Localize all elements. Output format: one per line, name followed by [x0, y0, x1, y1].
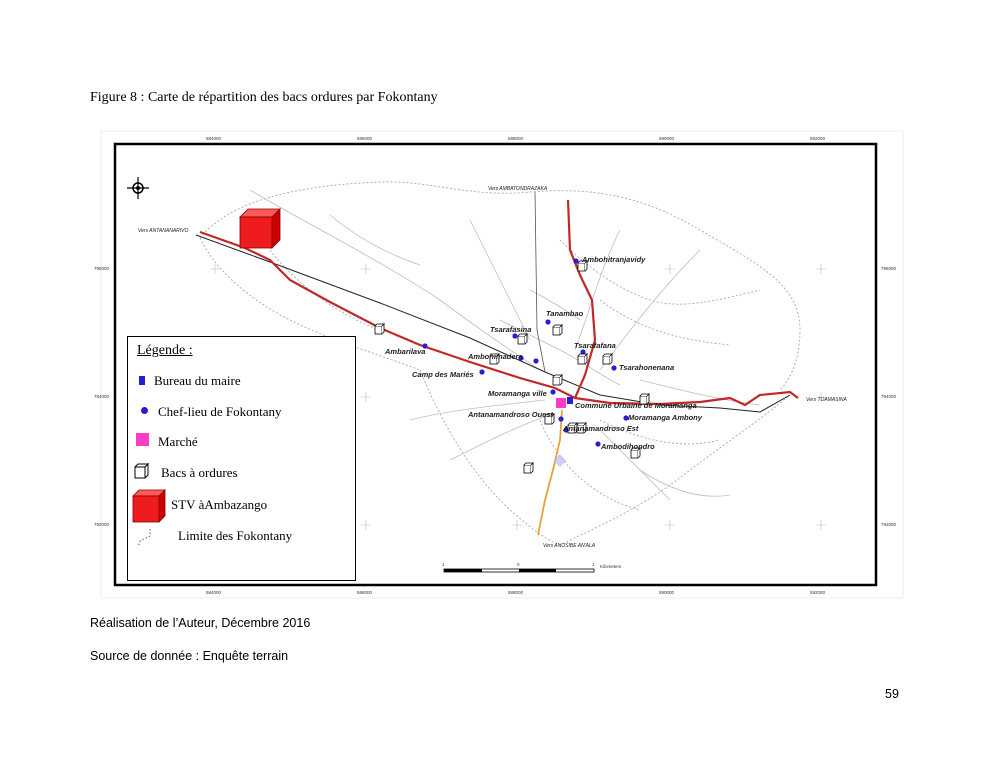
svg-text:Kilometers: Kilometers: [600, 564, 622, 569]
map-legend: [127, 336, 356, 581]
grid-y-label: 792000: [881, 522, 897, 527]
white-cube-icon: [134, 463, 150, 479]
legend-item-bureau: Bureau du maire: [154, 373, 241, 388]
legend-item-stv: STV àAmbazango: [171, 497, 268, 512]
figure-caption: Figure 8 : Carte de répartition des bacs ordures par Fokontany: [90, 90, 438, 105]
place-label: Moramanga Ambony: [628, 413, 702, 422]
legend-item-marche: Marché: [158, 434, 198, 449]
grid-y-label: 796000: [94, 266, 110, 271]
road-label-west: Vers ANTANANARIVO: [138, 228, 189, 234]
legend-title: Légende :: [137, 343, 193, 358]
road-label-south: Vers ANOSIBE AN'ALA: [543, 543, 596, 549]
place-label: Tsarahonenana: [619, 363, 675, 372]
grid-x-label: 584000: [206, 590, 222, 595]
place-label: Tsarafafana: [574, 341, 616, 350]
grid-y-label: 794000: [94, 394, 110, 399]
legend-item-chef-lieu: Chef-lieu de Fokontany: [158, 404, 282, 419]
grid-y-label: 794000: [881, 394, 897, 399]
blue-dot-icon: [141, 407, 148, 414]
grid-x-label: 590000: [659, 136, 675, 141]
place-label: Moramanga ville: [488, 389, 547, 398]
legend-item-limite: Limite des Fokontany: [178, 528, 293, 543]
place-label: Ambodihondro: [601, 442, 655, 451]
grid-x-label: 592000: [810, 136, 826, 141]
magenta-square-icon: [136, 433, 149, 446]
place-label: Tsarafasina: [490, 325, 532, 334]
marche-marker: [556, 398, 566, 408]
place-label: Ambohimadera: [468, 352, 523, 361]
page-number: 59: [885, 687, 899, 701]
place-label: Ambohitranjavidy: [582, 255, 646, 264]
grid-x-label: 588000: [508, 590, 524, 595]
svg-text:1: 1: [592, 562, 595, 567]
bureau-du-maire-marker: [567, 397, 573, 404]
road-label-north: Vers AMBATONDRAZAKA: [488, 186, 548, 192]
grid-x-label: 588000: [508, 136, 524, 141]
grid-x-label: 584000: [206, 136, 222, 141]
source-note: Source de donnée : Enquête terrain: [90, 649, 289, 663]
svg-text:1: 1: [442, 562, 445, 567]
grid-x-label: 586000: [357, 136, 373, 141]
dotted-line-icon: [136, 527, 154, 549]
blue-square-icon: [139, 376, 145, 385]
grid-y-label: 792000: [94, 522, 110, 527]
svg-text:0: 0: [517, 562, 520, 567]
grid-x-label: 586000: [357, 590, 373, 595]
place-label: Ambarilava: [385, 347, 426, 356]
place-label: Tanambao: [546, 309, 584, 318]
stv-ambazango-cube: [240, 209, 280, 248]
grid-x-label: 590000: [659, 590, 675, 595]
author-note: Réalisation de l’Auteur, Décembre 2016: [90, 616, 311, 630]
red-cube-icon: [132, 489, 166, 523]
grid-x-label: 592000: [810, 590, 826, 595]
legend-item-bacs: Bacs à ordures: [161, 465, 238, 480]
place-label: Antanamandroso Est: [563, 424, 639, 433]
place-label: Antanamandroso Ouest: [468, 410, 554, 419]
road-label-east: Vers TOAMASINA: [806, 397, 847, 403]
grid-y-label: 796000: [881, 266, 897, 271]
place-label: Camp des Mariés: [412, 370, 474, 379]
place-label: Commune Urbaine de Moramanga: [575, 401, 697, 410]
